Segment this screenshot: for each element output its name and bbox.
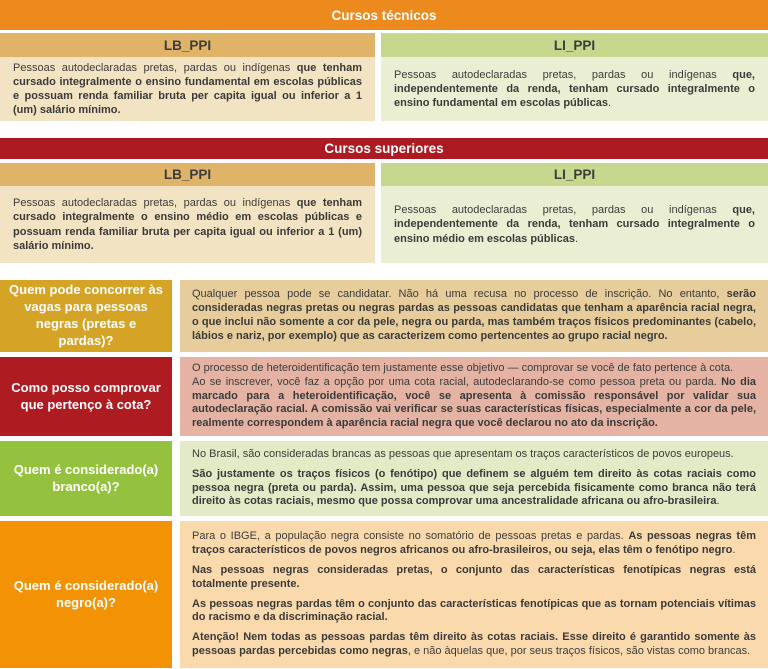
faq-question-text: Como posso comprovar que pertenço à cota? [11,379,161,412]
cursos-superiores-table [0,163,768,263]
cursos-tecnicos-banner [0,0,768,30]
lb-ppi-header-superiores [0,163,375,186]
lb-ppi-label: LB_PPI [163,37,212,53]
faq-answer-considerado-branco: No Brasil, são consideradas brancas as pessoas que apresentam os traços característicos de povos europeus. São justamente os traços físicos (o fenótipo) que definem se alguém tem direito às cotas raciais como pessoa negra (preta ou parda). Assim, uma pessoa que seja percebida fisicamente como branca não terá direito às cotas raciais, mesmo que possa comprovar uma ancestralidade africana ou afro-brasileira. [180,441,768,516]
lb-ppi-description-tecnicos: Pessoas autodeclaradas pretas, pardas ou indígenas que tenham cursado integralmente o ensino fundamental em escolas públicas e possuam renda familiar bruta per capita igual ou inferior a 1 (um) salário mínimo. [0,57,375,121]
li-ppi-label: LI_PPI [553,37,596,53]
lb-ppi-description-superiores: Pessoas autodeclaradas pretas, pardas ou indígenas que tenham cursado integralmente o ensino médio em escolas públicas e possuam renda familiar bruta per capita igual ou inferior a 1 (um) salário mínimo. [0,186,375,263]
faq-question-text: Quem é considerado(a) branco(a)? [13,461,159,494]
cursos-superiores-banner [0,138,768,159]
faq-question-como-comprovar [0,357,172,436]
cursos-tecnicos-title: Cursos técnicos [331,7,437,23]
faq-question-text: Quem é considerado(a) negro(a)? [13,577,159,610]
li-ppi-label: LI_PPI [553,167,596,182]
li-ppi-description-tecnicos: Pessoas autodeclaradas pretas, pardas ou indígenas que, independentemente da renda, tenham cursado integralmente o ensino fundamental em escolas públicas. [381,57,768,121]
faq-answer-como-comprovar: O processo de heteroidentificação tem justamente esse objetivo — comprovar se você de fato pertence à cota. Ao se inscrever, você faz a opção por uma cota racial, autodeclarando-se como pessoa preta ou parda. No dia marcado para a heteroidentificação, você se apresenta à comissão responsável por validar sua autodeclaração racial. A comissão vai verificar se suas características físicas, especialmente a cor da pele, realmente correspondem à aparência racial negra que você declarou no ato da inscrição. [180,357,768,436]
lb-ppi-header-tecnicos [0,33,375,57]
faq-question-text: Quem pode concorrer às vagas para pessoas negras (pretas e pardas)? [9,282,163,348]
faq-question-quem-pode-concorrer [0,280,172,352]
li-ppi-header-tecnicos [381,33,768,57]
faq-question-considerado-branco [0,441,172,516]
faq-section [0,280,768,668]
cursos-tecnicos-table [0,33,768,121]
faq-answer-quem-pode-concorrer: Qualquer pessoa pode se candidatar. Não há uma recusa no processo de inscrição. No entanto, serão consideradas negras pretas ou negras pardas as pessoas candidatas que tenham a aparência racial negra, o que inclui não somente a cor da pele, negra ou parda, mas também traços físicos predominantes (cabelo, lábios e nariz, por exemplo) que as caracterizem como pertencentes ao grupo racial negro. [180,280,768,352]
li-ppi-description-superiores: Pessoas autodeclaradas pretas, pardas ou indígenas que, independentemente da renda, tenham cursado integralmente o ensino médio em escolas públicas. [381,186,768,263]
lb-ppi-label: LB_PPI [163,167,212,182]
cursos-superiores-title: Cursos superiores [324,141,444,156]
faq-answer-considerado-negro: Para o IBGE, a população negra consiste no somatório de pessoas pretas e pardas. As pessoas negras têm traços característicos de povos negros africanos ou afro-brasileiros, ou seja, elas têm o fenótipo negro. Nas pessoas negras consideradas pretas, o conjunto das características fenotípicas negras está totalmente presente. As pessoas negras pardas têm o conjunto das características fenotípicas que as tornam potenciais vítimas do racismo e da discriminação racial. Atenção! Nem todas as pessoas pardas têm direito às cotas raciais. Esse direito é garantido somente às pessoas pardas percebidas como negras, e não àquelas que, por seus traços físicos, são vistas como brancas. [180,521,768,668]
faq-question-considerado-negro [0,521,172,668]
li-ppi-header-superiores [381,163,768,186]
